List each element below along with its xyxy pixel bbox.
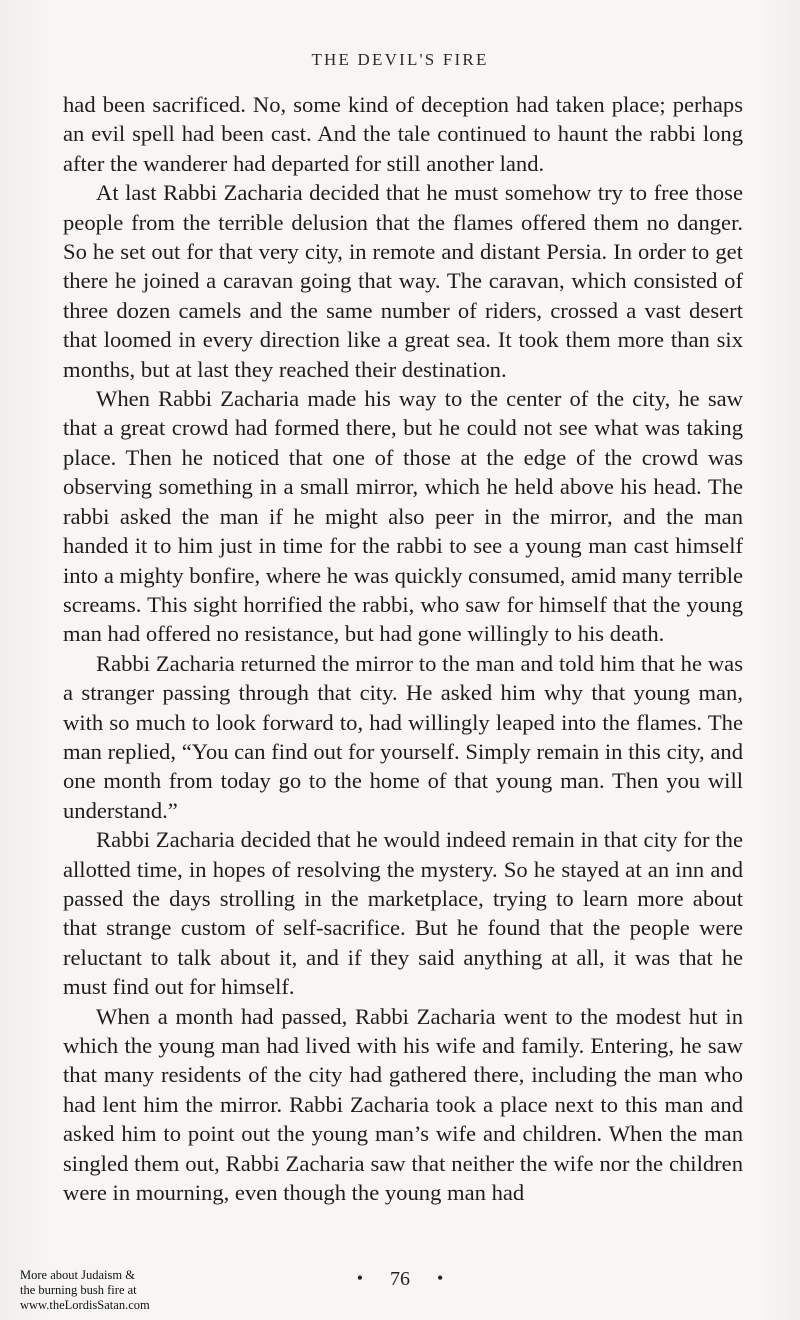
folio-dot-right: • — [437, 1268, 444, 1288]
paragraph-6: When a month had passed, Rabbi Zacharia went to the modest hut in which the young man had lived with his wife and family. Entering, he saw that many residents of the city had gathered there, including the man who had lent him the mirror. Rabbi Zacharia took a place next to this man and asked him to point out the young man’s wife and children. When the man singled them out, Rabbi Zacharia saw that neither the wife nor the children were in mourning, even though the young man had — [63, 1003, 743, 1206]
watermark-line-3[interactable]: www.theLordisSatan.com — [20, 1298, 150, 1312]
paragraph-1: had been sacrificed. No, some kind of deception had taken place; perhaps an evil spell had been cast. And the tale continued to haunt the rabbi long after the wanderer had departed for still another land. — [63, 92, 743, 176]
watermark-line-1: More about Judaism & — [20, 1268, 135, 1282]
body-text — [63, 90, 743, 1207]
running-head-title: THE DEVIL'S FIRE — [311, 50, 489, 69]
paragraph-5: Rabbi Zacharia decided that he would indeed remain in that city for the allotted time, in hopes of resolving the mystery. So he stayed at an inn and passed the days strolling in the marketplace, trying to learn more about that strange custom of self-sacrifice. But he found that the people were reluctant to talk about it, and if they said anything at all, it was that he must find out for himself. — [63, 827, 743, 1000]
watermark-line-2: the burning bush fire at — [20, 1283, 137, 1297]
page-number: 76 — [390, 1268, 410, 1290]
paragraph-3: When Rabbi Zacharia made his way to the center of the city, he saw that a great crowd had formed there, but he could not see what was taking place. Then he noticed that one of those at the edge of the crowd was observing something in a small mirror, which he held above his head. The rabbi asked the man if he might also peer in the mirror, and the man handed it to him just in time for the rabbi to see a young man cast himself into a mighty bonfire, where he was quickly consumed, amid many terrible screams. This sight horrified the rabbi, who saw for himself that the young man had offered no resistance, but had gone willingly to his death. — [63, 386, 743, 647]
watermark-link-text[interactable] — [20, 1268, 190, 1313]
folio-dot-left: • — [356, 1268, 363, 1288]
paragraph-4: Rabbi Zacharia returned the mirror to the man and told him that he was a stranger passing through that city. He asked him why that young man, with so much to look forward to, had willingly leaped into the flames. The man replied, “You can find out for yourself. Simply remain in this city, and one month from today go to the home of that young man. Then you will understand.” — [63, 650, 743, 823]
paragraph-2: At last Rabbi Zacharia decided that he must somehow try to free those people from the terrible delusion that the flames offered them no danger. So he set out for that very city, in remote and distant Persia. In order to get there he joined a caravan going that way. The caravan, which consisted of three dozen camels and the same number of riders, crossed a vast desert that loomed in every direction like a great sea. It took them more than six months, but at last they reached their destination. — [63, 180, 743, 382]
